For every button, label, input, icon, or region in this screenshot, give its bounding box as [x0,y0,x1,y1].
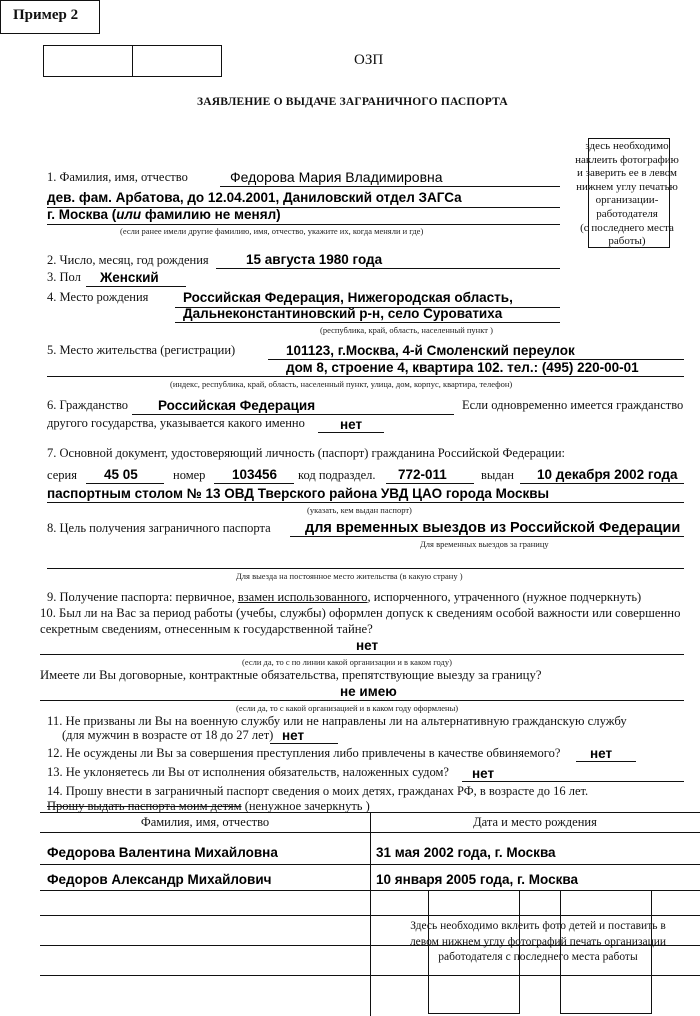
q2-birth-date: 15 августа 1980 года [246,252,383,267]
q8-purpose: для временных выездов из Российской Федерации [305,520,681,536]
q8-label: 8. Цель получения заграничного паспорта [47,521,271,535]
q4-line-2 [175,322,560,323]
q1-previous-name: дев. фам. Арбатова, до 12.04.2001, Даниловский отдел ЗАГСа [47,190,462,205]
children-photo-note [386,919,690,966]
table-header-line [40,832,700,833]
q10-hint-2: (если да, то с какой организацией и в каком году оформлены) [236,703,459,713]
q8-line-2 [47,568,684,569]
q12-line [576,761,636,762]
children-photo-note-line: работодателя с последнего места работы [438,951,638,963]
q10-hint: (если да, то с по линии какой организации и в каком году) [242,657,452,667]
q11-line-1: 11. Не призваны ли Вы на военную службу или не направлены ли на альтернативную гражданскую службу [47,714,627,728]
q9-suffix: , испорченного, утраченного (нужное подчеркнуть) [367,590,642,604]
table-header-birth: Дата и место рождения [473,815,597,829]
q4-birthplace-2: Дальнеконстантиновский р-н, село Суроватиха [183,306,503,321]
photo-note-line: (с последнего места [580,221,674,234]
q1-place-italic: или [116,207,142,222]
photo-note [560,140,694,249]
q9-prefix: 9. Получение паспорта: первичное, [47,590,238,604]
q7-code-line [386,483,474,484]
q5-label: 5. Место жительства (регистрации) [47,343,236,357]
q1-line-3 [47,224,560,225]
table-divider [370,812,371,1016]
q13-line [462,781,684,782]
photo-note-line: и заверить ее в левом [576,167,678,180]
q7-hint: (указать, кем выдан паспорт) [307,505,412,515]
q10-line-2 [40,700,684,701]
q10-answer: нет [356,638,379,653]
q7-line-2 [47,502,684,503]
photo-note-line: работы) [608,235,646,248]
q13-answer: нет [472,766,495,781]
example-label: Пример 2 [13,7,79,23]
office-use-box-right [132,45,222,77]
q13-label: 13. Не уклоняетесь ли Вы от исполнения обязательств, наложенных судом? [47,765,449,779]
q7-number-line [214,483,294,484]
photo-note-line: нижнем углу печатью [576,180,678,193]
q1-hint: (если ранее имели другие фамилию, имя, отчество, укажите их, когда меняли и где) [120,226,424,236]
office-use-box-left [43,45,133,77]
q1-previous-name-place [47,207,281,222]
q11-line [270,743,338,744]
q3-sex: Женский [100,270,159,285]
q12-label: 12. Не осуждены ли Вы за совершения преступления либо привлечены в качестве обвиняемого? [47,746,561,760]
q5-address-2: дом 8, строение 4, квартира 102. тел.: (495) 220-00-01 [286,360,639,375]
q3-label: 3. Пол [47,270,81,284]
q7-issued-by: паспортным столом № 13 ОВД Тверского района УВД ЦАО города Москвы [47,486,550,501]
q3-line [86,286,186,287]
child-birth: 31 мая 2002 года, г. Москва [376,845,556,860]
photo-note-line: организации- [595,194,659,207]
q6-label: 6. Гражданство [47,398,129,412]
q8-line [290,536,684,537]
photo-note-line: работодателя [596,207,658,220]
q1-line-1 [220,186,560,187]
q14-after: (ненужное зачеркнуть ) [241,799,370,813]
q10-line-1: 10. Был ли на Вас за период работы (учебы, службы) оформлен допуск к сведениям особой важности или совершенно [40,606,681,620]
q9-text [47,590,641,605]
q14-line-1: 14. Прошу внести в заграничный паспорт сведения о моих детях, гражданах РФ, в возрасте до 16 лет. [47,784,589,798]
q6-other-citizenship: нет [340,417,363,432]
q6-line-2 [318,432,384,433]
photo-note-line: наклеить фотографию [575,153,679,166]
q5-line-2 [47,376,684,377]
children-photo-note-line: Здесь необходимо вклеить фото детей и поставить в [410,920,666,932]
q7-code: 772-011 [398,467,447,482]
q1-full-name: Федорова Мария Владимировна [230,169,443,185]
q7-series-label: серия [47,468,77,482]
q4-label: 4. Место рождения [47,290,149,304]
q11-answer: нет [282,728,305,743]
q4-birthplace-1: Российская Федерация, Нижегородская область, [183,290,513,305]
photo-note-line: здесь необходимо [585,140,669,152]
q7-series: 45 05 [104,467,138,482]
q6-line [132,414,454,415]
q5-hint: (индекс, республика, край, область, населенный пункт, улица, дом, корпус, квартира, телефон) [170,379,513,389]
children-photo-note-line: левом нижнем углу фотографий печать организации [409,935,667,948]
q1-label: 1. Фамилия, имя, отчество [47,170,188,184]
q6-citizenship: Российская Федерация [158,398,316,413]
q10-line-2: секретным сведениям, отнесенным к государственной тайне? [40,622,373,636]
table-header-name: Фамилия, имя, отчество [140,815,270,829]
q11-line-2: (для мужчин в возрасте от 18 до 27 лет) [62,728,274,742]
q7-label: 7. Основной документ, удостоверяющий личность (паспорт) гражданина Российской Федерации: [47,446,565,460]
child-name: Федорова Валентина Михайловна [47,845,278,860]
q1-place-text: г. Москва ( [47,207,117,222]
q8-hint-1: Для временных выездов за границу [420,539,549,549]
q7-issued-line [520,483,684,484]
q2-line [216,268,560,269]
q9-selected: взамен использованного [237,590,368,604]
q7-number: 103456 [232,467,278,482]
q6-label-2: другого государства, указывается какого именно [47,416,305,430]
q7-series-line [86,483,164,484]
q5-address-1: 101123, г.Москва, 4-й Смоленский переулок [286,343,575,358]
q7-number-label: номер [173,468,206,482]
q10-line [40,654,684,655]
q6-note: Если одновременно имеется гражданство [462,398,684,412]
page-title: ЗАЯВЛЕНИЕ О ВЫДАЧЕ ЗАГРАНИЧНОГО ПАСПОРТА [197,96,508,108]
q10-question-2: Имеете ли Вы договорные, контрактные обязательства, препятствующие выезду за границу? [40,668,542,682]
child-birth: 10 января 2005 года, г. Москва [376,872,578,887]
child-name: Федоров Александр Михайлович [47,872,272,887]
q7-code-label: код подраздел. [298,468,376,482]
form-code: ОЗП [354,52,384,68]
q14-struck-option: Прошу выдать паспорта моим детям [47,799,242,813]
q7-issued-label: выдан [481,468,514,482]
q2-label: 2. Число, месяц, год рождения [47,253,209,267]
q1-place-text-2: фамилию не менял) [141,207,281,222]
table-row-line [40,864,700,865]
q12-answer: нет [590,746,613,761]
q10-answer-2: не имею [340,684,397,699]
q4-hint: (республика, край, область, населенный пункт ) [320,325,493,335]
q8-hint-2: Для выезда на постоянное место жительства (в какую страну ) [236,571,463,581]
q7-issued-date: 10 декабря 2002 года [537,467,678,482]
